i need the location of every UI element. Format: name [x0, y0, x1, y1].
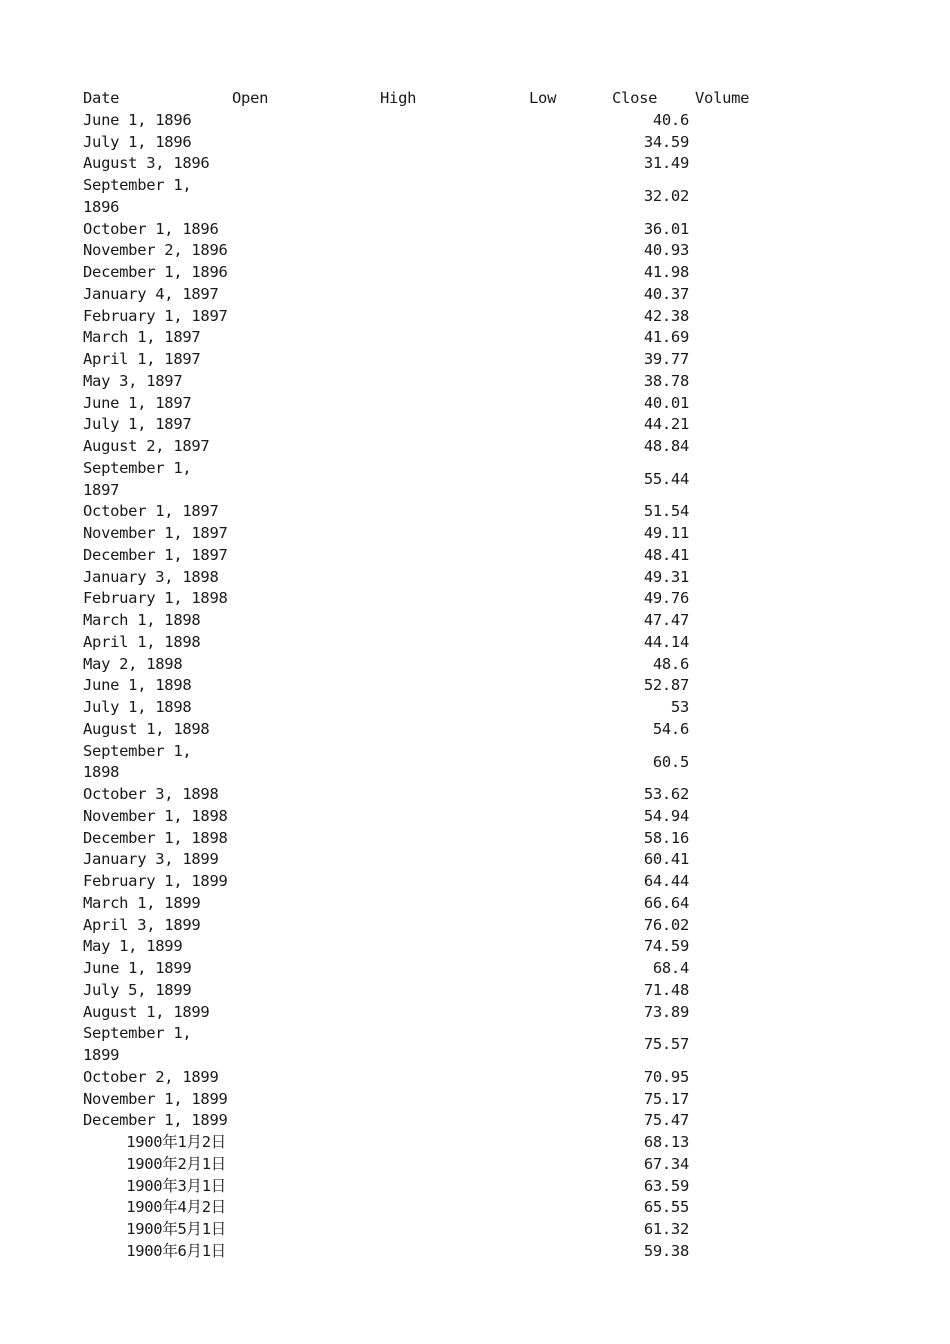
date-cell[interactable]: 1900年6月1日 [126, 1241, 226, 1260]
date-cell[interactable]: 1900年5月1日 [126, 1220, 226, 1238]
close-cell[interactable]: 53 [670, 698, 689, 716]
date-cell[interactable]: June 1, 1896 [83, 110, 192, 129]
close-cell[interactable]: 76.02 [643, 915, 689, 934]
close-cell[interactable]: 42.38 [643, 306, 689, 325]
close-cell[interactable]: 48.6 [652, 654, 689, 673]
date-cell[interactable]: September 1, 1896 [83, 176, 192, 216]
table-row [0, 893, 950, 915]
table-row [0, 414, 950, 436]
header-low[interactable]: Low [529, 89, 557, 107]
close-cell[interactable]: 52.87 [643, 676, 689, 695]
date-cell[interactable]: October 3, 1898 [83, 785, 219, 803]
date-cell[interactable]: July 1, 1897 [83, 415, 192, 434]
close-cell[interactable]: 67.34 [643, 1154, 689, 1173]
table-row [0, 219, 950, 241]
date-cell[interactable]: December 1, 1898 [83, 828, 228, 847]
table-row [0, 806, 950, 828]
table-row [0, 240, 950, 262]
table-row [0, 284, 950, 306]
close-cell[interactable]: 55.44 [643, 469, 689, 488]
table-row [0, 153, 950, 175]
close-cell[interactable]: 40.6 [652, 110, 689, 129]
close-cell[interactable]: 39.77 [643, 350, 689, 368]
table-row [0, 501, 950, 523]
date-cell[interactable]: January 3, 1899 [83, 850, 219, 869]
table-row [0, 1089, 950, 1111]
table-row [0, 588, 950, 610]
close-cell[interactable]: 31.49 [643, 154, 689, 173]
date-cell[interactable]: October 1, 1897 [83, 502, 219, 521]
date-cell[interactable]: March 1, 1899 [83, 893, 201, 912]
close-cell[interactable]: 41.69 [643, 328, 689, 347]
close-cell[interactable]: 48.41 [643, 545, 689, 564]
header-date[interactable]: Date [83, 89, 120, 107]
date-cell[interactable]: June 1, 1897 [83, 393, 192, 412]
table-row [0, 262, 950, 284]
close-cell[interactable]: 75.17 [643, 1089, 689, 1108]
date-cell[interactable]: August 2, 1897 [83, 437, 210, 455]
table-row [0, 958, 950, 980]
date-cell[interactable]: May 2, 1898 [83, 654, 183, 673]
table-row [0, 1219, 950, 1241]
table-row [0, 436, 950, 458]
header-close[interactable]: Close [612, 89, 658, 107]
close-cell[interactable]: 66.64 [643, 893, 689, 912]
table-row [0, 849, 950, 871]
date-cell[interactable]: July 5, 1899 [83, 980, 192, 999]
date-cell[interactable]: February 1, 1897 [83, 306, 228, 325]
table-row [0, 654, 950, 676]
table-row [0, 175, 950, 219]
table-row [0, 915, 950, 937]
date-cell[interactable]: 1900年4月2日 [126, 1198, 226, 1217]
table-row [0, 936, 950, 958]
table-row [0, 784, 950, 806]
date-cell[interactable]: August 1, 1898 [83, 719, 210, 738]
table-row [0, 1154, 950, 1176]
table-row [0, 545, 950, 567]
date-cell[interactable]: September 1, 1898 [83, 741, 192, 782]
spreadsheet [0, 88, 950, 1263]
date-cell[interactable]: January 4, 1897 [83, 284, 219, 303]
table-row [0, 1110, 950, 1132]
table-row [0, 371, 950, 393]
date-cell[interactable]: May 3, 1897 [83, 371, 183, 390]
table-row [0, 1241, 950, 1263]
date-cell[interactable]: July 1, 1896 [83, 132, 192, 151]
date-cell[interactable]: 1900年1月2日 [126, 1133, 226, 1151]
close-cell[interactable]: 36.01 [643, 219, 689, 238]
header-high[interactable]: High [380, 89, 417, 107]
close-cell[interactable]: 61.32 [643, 1220, 689, 1238]
table-row [0, 567, 950, 589]
close-cell[interactable]: 60.5 [652, 752, 689, 771]
close-cell[interactable]: 49.11 [643, 524, 689, 542]
table-row [0, 458, 950, 502]
close-cell[interactable]: 34.59 [643, 132, 689, 151]
date-cell[interactable]: March 1, 1898 [83, 611, 201, 629]
table-row [0, 675, 950, 697]
close-cell[interactable]: 54.94 [643, 806, 689, 825]
table-row [0, 1197, 950, 1219]
date-cell[interactable]: May 1, 1899 [83, 937, 183, 956]
close-cell[interactable]: 40.93 [643, 241, 689, 260]
table-row [0, 980, 950, 1002]
close-cell[interactable]: 49.31 [643, 567, 689, 586]
table-row [0, 393, 950, 415]
close-cell[interactable]: 75.57 [643, 1035, 689, 1054]
date-cell[interactable]: November 1, 1898 [83, 806, 228, 825]
date-cell[interactable]: September 1, 1897 [83, 458, 192, 499]
table-row [0, 110, 950, 132]
date-cell[interactable]: December 1, 1897 [83, 545, 228, 564]
close-cell[interactable]: 38.78 [643, 371, 689, 390]
close-cell[interactable]: 71.48 [643, 980, 689, 999]
close-cell[interactable]: 58.16 [643, 828, 689, 847]
table-row [0, 1176, 950, 1198]
date-cell[interactable]: July 1, 1898 [83, 698, 192, 716]
date-cell[interactable]: December 1, 1899 [83, 1111, 228, 1130]
close-cell[interactable]: 51.54 [643, 502, 689, 521]
close-cell[interactable]: 74.59 [643, 937, 689, 956]
table-row [0, 1067, 950, 1089]
close-cell[interactable]: 49.76 [643, 589, 689, 608]
close-cell[interactable]: 73.89 [643, 1002, 689, 1021]
date-cell[interactable]: April 3, 1899 [83, 915, 201, 934]
table-row [0, 871, 950, 893]
table-row [0, 828, 950, 850]
date-cell[interactable]: November 1, 1899 [83, 1089, 228, 1108]
close-cell[interactable]: 64.44 [643, 872, 689, 890]
date-cell[interactable]: June 1, 1898 [83, 676, 192, 695]
close-cell[interactable]: 44.21 [643, 415, 689, 434]
date-cell[interactable]: June 1, 1899 [83, 959, 192, 977]
close-cell[interactable]: 32.02 [643, 187, 689, 205]
table-row [0, 1023, 950, 1067]
date-cell[interactable]: April 1, 1898 [83, 632, 201, 651]
table-row [0, 1002, 950, 1024]
close-cell[interactable]: 40.37 [643, 284, 689, 303]
close-cell[interactable]: 59.38 [643, 1241, 689, 1260]
close-cell[interactable]: 40.01 [643, 393, 689, 412]
date-cell[interactable]: October 1, 1896 [83, 219, 219, 238]
table-row [0, 327, 950, 349]
date-cell[interactable]: November 2, 1896 [83, 241, 228, 260]
date-cell[interactable]: March 1, 1897 [83, 328, 201, 347]
date-cell[interactable]: August 1, 1899 [83, 1002, 210, 1021]
close-cell[interactable]: 41.98 [643, 263, 689, 281]
table-row [0, 1132, 950, 1154]
table-row [0, 523, 950, 545]
header-volume[interactable]: Volume [695, 89, 750, 107]
close-cell[interactable]: 68.4 [652, 959, 689, 977]
close-cell[interactable]: 53.62 [643, 785, 689, 803]
date-cell[interactable]: February 1, 1898 [83, 589, 228, 608]
table-row [0, 306, 950, 328]
header-open[interactable]: Open [232, 89, 269, 107]
date-cell[interactable]: September 1, 1899 [83, 1024, 192, 1064]
close-cell[interactable]: 75.47 [643, 1111, 689, 1130]
table-row [0, 610, 950, 632]
close-cell[interactable]: 68.13 [643, 1133, 689, 1151]
close-cell[interactable]: 54.6 [652, 719, 689, 738]
date-cell[interactable]: 1900年2月1日 [126, 1154, 226, 1173]
close-cell[interactable]: 48.84 [643, 437, 689, 455]
close-cell[interactable]: 60.41 [643, 850, 689, 869]
close-cell[interactable]: 44.14 [643, 632, 689, 651]
date-cell[interactable]: November 1, 1897 [83, 524, 228, 542]
date-cell[interactable]: 1900年3月1日 [126, 1176, 226, 1195]
header-row [0, 88, 950, 110]
date-cell[interactable]: October 2, 1899 [83, 1067, 219, 1086]
table-body [0, 110, 950, 1263]
close-cell[interactable]: 70.95 [643, 1067, 689, 1086]
close-cell[interactable]: 65.55 [643, 1198, 689, 1217]
table-row [0, 697, 950, 719]
date-cell[interactable]: April 1, 1897 [83, 350, 201, 368]
table-row [0, 132, 950, 154]
date-cell[interactable]: January 3, 1898 [83, 567, 219, 586]
close-cell[interactable]: 47.47 [643, 611, 689, 629]
date-cell[interactable]: August 3, 1896 [83, 154, 210, 173]
table-row [0, 349, 950, 371]
date-cell[interactable]: February 1, 1899 [83, 872, 228, 890]
table-row [0, 719, 950, 741]
close-cell[interactable]: 63.59 [643, 1176, 689, 1195]
table-row [0, 741, 950, 785]
table-row [0, 632, 950, 654]
date-cell[interactable]: December 1, 1896 [83, 263, 228, 281]
